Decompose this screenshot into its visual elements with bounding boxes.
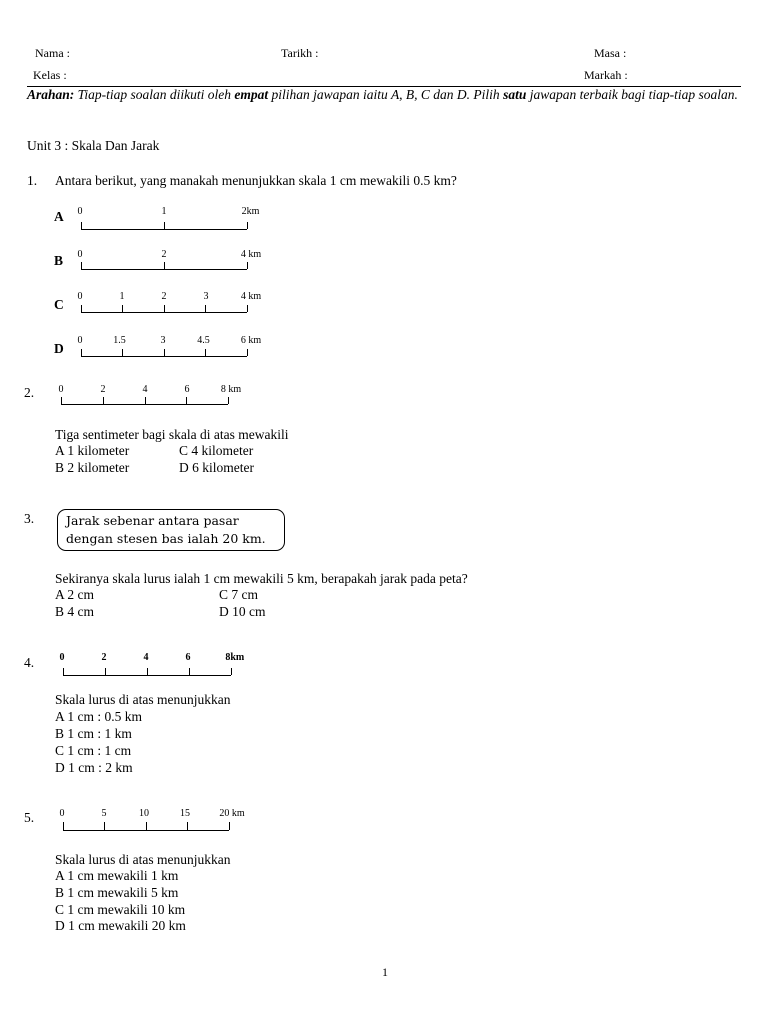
instructions-text-1: Tiap-tiap soalan diikuti oleh [74, 87, 235, 102]
q3-info-box: Jarak sebenar antara pasar dengan stesen bas ialah 20 km. [57, 509, 285, 551]
scale-label: 1.5 [113, 335, 126, 346]
markah-label: Markah : [584, 68, 628, 82]
q3-number: 3. [24, 511, 35, 526]
q5-option-b: B 1 cm mewakili 5 km [55, 885, 179, 900]
scale-label: 0 [59, 652, 65, 663]
scale-tick [247, 222, 248, 229]
instructions-text-3: jawapan terbaik bagi tiap-tiap soalan. [526, 87, 738, 102]
q2-option-b: B 2 kilometer [55, 460, 130, 475]
scale-label: 4 km [240, 291, 262, 302]
scale-label: 1 [161, 206, 167, 217]
scale-label: 10 [139, 808, 149, 819]
masa-label: Masa : [594, 46, 627, 60]
scale-tick [145, 397, 146, 404]
scale-tick [81, 222, 82, 229]
scale-tick [104, 822, 105, 830]
q3-option-c: C 7 cm [219, 587, 258, 602]
scale-tick [247, 349, 248, 356]
scale-label: 0 [59, 808, 65, 819]
scale-tick [122, 305, 123, 312]
scale-label: 3 [160, 335, 166, 346]
instructions [27, 86, 743, 103]
scale-line [81, 229, 247, 230]
scale-tick [81, 305, 82, 312]
q2-option-a: A 1 kilometer [55, 443, 130, 458]
instructions-text-2: pilihan jawapan iaitu A, B, C dan D. Pilih [268, 87, 504, 102]
scale-tick [147, 668, 148, 675]
scale-label: 2 [161, 249, 167, 260]
scale-label: 0 [77, 206, 83, 217]
scale-label: 0 [77, 335, 83, 346]
scale-tick [187, 822, 188, 830]
instructions-heading: Arahan: [27, 87, 75, 102]
scale-tick [231, 668, 232, 675]
scale-label: 15 [180, 808, 190, 819]
scale-label: 6 [185, 652, 191, 663]
scale-label: 8km [225, 652, 245, 663]
scale-label: 0 [58, 384, 64, 395]
scale-line [63, 830, 229, 831]
q1-option-a-letter: A [54, 209, 64, 224]
q2-question: Tiga sentimeter bagi skala di atas mewakili [55, 427, 289, 442]
scale-tick [247, 305, 248, 312]
scale-label: 0 [77, 291, 83, 302]
scale-label: 1 [119, 291, 125, 302]
scale-tick [164, 349, 165, 356]
q5-option-a: A 1 cm mewakili 1 km [55, 868, 179, 883]
scale-label: 2km [241, 206, 260, 217]
scale-tick [103, 397, 104, 404]
unit-title: Unit 3 : Skala Dan Jarak [27, 138, 160, 153]
instructions-emphasis-satu: satu [503, 87, 527, 102]
scale-line [63, 675, 231, 676]
q5-option-d: D 1 cm mewakili 20 km [55, 918, 186, 933]
page-number: 1 [382, 965, 388, 979]
q3-option-a: A 2 cm [55, 587, 94, 602]
scale-label: 4 km [240, 249, 262, 260]
scale-tick [205, 349, 206, 356]
scale-tick [146, 822, 147, 830]
q3-option-b: B 4 cm [55, 604, 94, 619]
scale-tick [228, 397, 229, 404]
kelas-label: Kelas : [33, 68, 67, 82]
scale-label: 3 [203, 291, 209, 302]
scale-label: 4.5 [197, 335, 210, 346]
scale-line [61, 404, 228, 405]
scale-tick [164, 222, 165, 229]
scale-label: 0 [77, 249, 83, 260]
q5-question: Skala lurus di atas menunjukkan [55, 852, 231, 867]
q4-option-c: C 1 cm : 1 cm [55, 743, 132, 758]
q2-option-c: C 4 kilometer [179, 443, 254, 458]
scale-tick [61, 397, 62, 404]
q5-number: 5. [24, 810, 35, 825]
q4-option-b: B 1 cm : 1 km [55, 726, 132, 741]
q1-option-c-letter: C [54, 297, 64, 312]
scale-label: 2 [100, 384, 106, 395]
q2-number: 2. [24, 385, 35, 400]
scale-label: 6 [184, 384, 190, 395]
q4-question: Skala lurus di atas menunjukkan [55, 692, 231, 707]
q3-option-d: D 10 cm [219, 604, 266, 619]
scale-tick [63, 822, 64, 830]
scale-label: 2 [161, 291, 167, 302]
scale-tick [81, 262, 82, 269]
q4-option-a: A 1 cm : 0.5 km [55, 709, 142, 724]
scale-tick [205, 305, 206, 312]
q1-number: 1. [27, 173, 38, 188]
scale-tick [81, 349, 82, 356]
scale-tick [63, 668, 64, 675]
nama-label: Nama : [35, 46, 70, 60]
instructions-emphasis-empat: empat [234, 87, 269, 102]
scale-label: 20 km [219, 808, 245, 819]
scale-tick [164, 305, 165, 312]
scale-label: 4 [143, 652, 149, 663]
q4-number: 4. [24, 655, 35, 670]
q1-option-d-letter: D [54, 341, 64, 356]
q1-question: Antara berikut, yang manakah menunjukkan skala 1 cm mewakili 0.5 km? [55, 173, 457, 188]
scale-label: 5 [101, 808, 107, 819]
scale-label: 4 [142, 384, 148, 395]
scale-line [81, 269, 247, 270]
scale-tick [105, 668, 106, 675]
scale-label: 8 km [220, 384, 242, 395]
scale-tick [186, 397, 187, 404]
q5-option-c: C 1 cm mewakili 10 km [55, 902, 186, 917]
scale-label: 6 km [240, 335, 262, 346]
q4-option-d: D 1 cm : 2 km [55, 760, 133, 775]
scale-line [81, 312, 247, 313]
scale-tick [122, 349, 123, 356]
scale-line [81, 356, 247, 357]
q2-option-d: D 6 kilometer [179, 460, 254, 475]
tarikh-label: Tarikh : [281, 46, 319, 60]
scale-label: 2 [101, 652, 107, 663]
scale-tick [189, 668, 190, 675]
scale-tick [229, 822, 230, 830]
q3-question: Sekiranya skala lurus ialah 1 cm mewakili 5 km, berapakah jarak pada peta? [55, 571, 468, 586]
q1-option-b-letter: B [54, 253, 64, 268]
scale-tick [247, 262, 248, 269]
scale-tick [164, 262, 165, 269]
